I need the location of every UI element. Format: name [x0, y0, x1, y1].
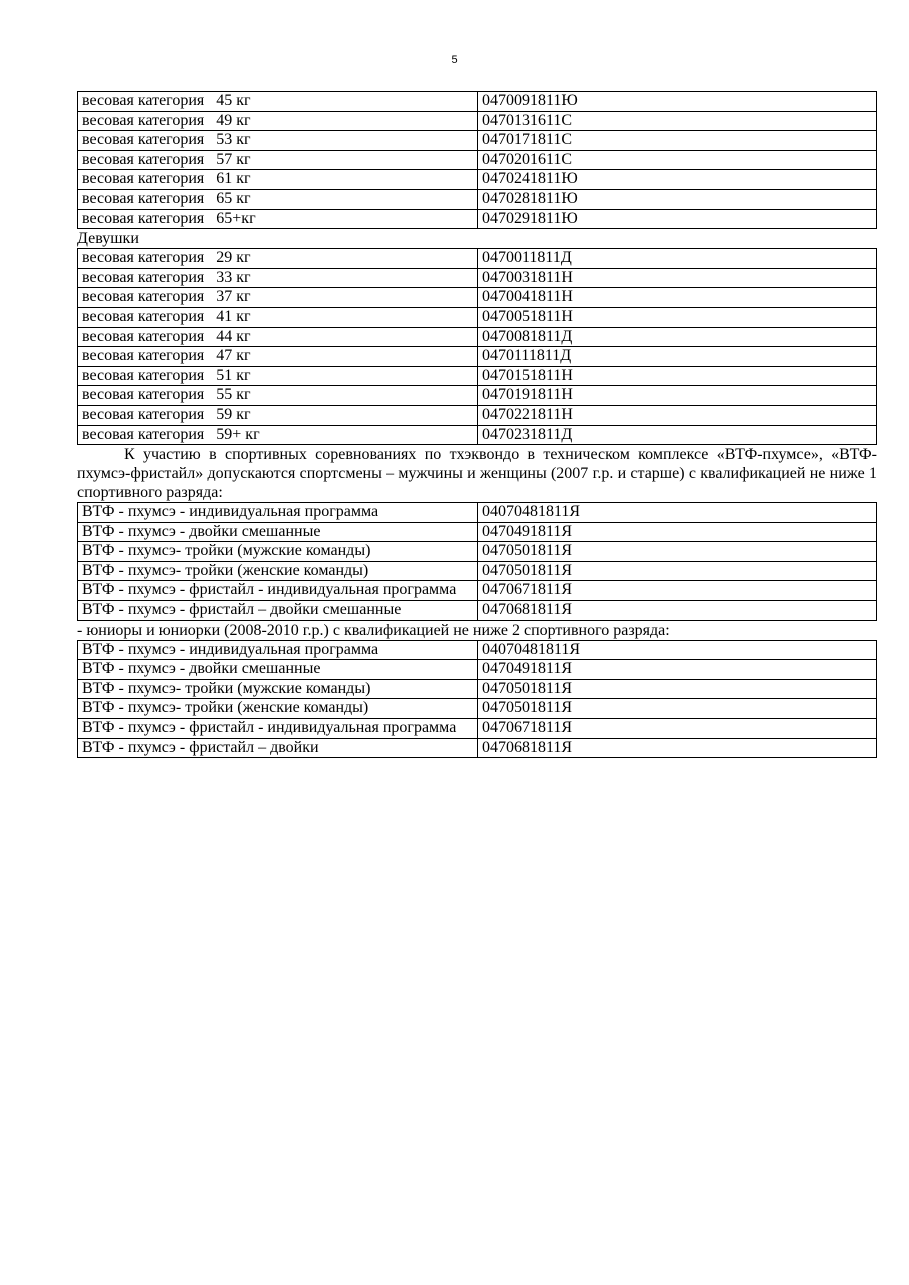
table-row	[78, 131, 877, 151]
table-row	[78, 366, 877, 386]
code-cell: 0470011811Д	[478, 249, 877, 269]
table-row	[78, 288, 877, 308]
table-row	[78, 660, 877, 680]
code-cell: 0470501811Я	[478, 542, 877, 562]
code-cell: 0470041811Н	[478, 288, 877, 308]
code-cell: 0470491811Я	[478, 660, 877, 680]
table-row	[78, 189, 877, 209]
code-cell: 0470131611С	[478, 111, 877, 131]
boys-weight-table	[77, 91, 877, 229]
table-row	[78, 542, 877, 562]
code-cell: 04070481811Я	[478, 503, 877, 523]
code-cell: 0470671811Я	[478, 581, 877, 601]
code-cell: 0470671811Я	[478, 719, 877, 739]
discipline-name-cell: весовая категория 65+кг	[78, 209, 478, 229]
admission-paragraph: К участию в спортивных соревнованиях по тхэквондо в техническом комплексе «ВТФ-пхумсе», «ВТФ-пхумсэ-фристайл» допускаются спортсмены – мужчины и женщины (2007 г.р. и старше) с квалификацией не ниже 1 спортивного разряда:	[77, 446, 877, 502]
girls-weight-table	[77, 248, 877, 445]
table-row	[78, 405, 877, 425]
code-cell: 0470491811Я	[478, 522, 877, 542]
discipline-name-cell: весовая категория 57 кг	[78, 150, 478, 170]
code-cell: 0470191811Н	[478, 386, 877, 406]
discipline-name-cell: ВТФ - пхумсэ - двойки смешанные	[78, 522, 478, 542]
table-row	[78, 738, 877, 758]
discipline-name-cell: ВТФ - пхумсэ - фристайл - индивидуальная программа	[78, 581, 478, 601]
adults-discipline-table	[77, 502, 877, 621]
discipline-name-cell: весовая категория 29 кг	[78, 249, 478, 269]
table-row	[78, 425, 877, 445]
discipline-name-cell: весовая категория 65 кг	[78, 189, 478, 209]
discipline-name-cell: весовая категория 45 кг	[78, 92, 478, 112]
table-row	[78, 249, 877, 269]
discipline-name-cell: весовая категория 59 кг	[78, 405, 478, 425]
table-row	[78, 111, 877, 131]
table-row	[78, 699, 877, 719]
discipline-name-cell: ВТФ - пхумсэ- тройки (мужские команды)	[78, 542, 478, 562]
discipline-name-cell: ВТФ - пхумсэ - двойки смешанные	[78, 660, 478, 680]
discipline-name-cell: ВТФ - пхумсэ - индивидуальная программа	[78, 503, 478, 523]
discipline-name-cell: ВТФ - пхумсэ - фристайл - индивидуальная программа	[78, 719, 478, 739]
code-cell: 0470051811Н	[478, 307, 877, 327]
juniors-discipline-table	[77, 640, 877, 759]
code-cell: 0470281811Ю	[478, 189, 877, 209]
table-row	[78, 209, 877, 229]
document-body	[77, 91, 877, 758]
table-row	[78, 601, 877, 621]
code-cell: 0470081811Д	[478, 327, 877, 347]
discipline-name-cell: весовая категория 55 кг	[78, 386, 478, 406]
table-row	[78, 719, 877, 739]
table-row	[78, 640, 877, 660]
discipline-name-cell: ВТФ - пхумсэ - индивидуальная программа	[78, 640, 478, 660]
code-cell: 0470091811Ю	[478, 92, 877, 112]
code-cell: 0470501811Я	[478, 679, 877, 699]
code-cell: 0470681811Я	[478, 738, 877, 758]
code-cell: 0470681811Я	[478, 601, 877, 621]
discipline-name-cell: весовая категория 61 кг	[78, 170, 478, 190]
discipline-name-cell: весовая категория 47 кг	[78, 347, 478, 367]
code-cell: 0470151811Н	[478, 366, 877, 386]
discipline-name-cell: ВТФ - пхумсэ - фристайл – двойки	[78, 738, 478, 758]
table-row	[78, 327, 877, 347]
discipline-name-cell: весовая категория 44 кг	[78, 327, 478, 347]
discipline-name-cell: весовая категория 33 кг	[78, 268, 478, 288]
discipline-name-cell: весовая категория 59+ кг	[78, 425, 478, 445]
discipline-name-cell: весовая категория 37 кг	[78, 288, 478, 308]
table-row	[78, 679, 877, 699]
table-row	[78, 307, 877, 327]
code-cell: 0470241811Ю	[478, 170, 877, 190]
discipline-name-cell: ВТФ - пхумсэ- тройки (женские команды)	[78, 699, 478, 719]
code-cell: 0470221811Н	[478, 405, 877, 425]
discipline-name-cell: весовая категория 53 кг	[78, 131, 478, 151]
table-row	[78, 170, 877, 190]
table-row	[78, 522, 877, 542]
code-cell: 0470501811Я	[478, 699, 877, 719]
code-cell: 0470171811С	[478, 131, 877, 151]
discipline-name-cell: весовая категория 49 кг	[78, 111, 478, 131]
table-row	[78, 268, 877, 288]
table-row	[78, 386, 877, 406]
code-cell: 0470291811Ю	[478, 209, 877, 229]
juniors-paragraph: - юниоры и юниорки (2008-2010 г.р.) с квалификацией не ниже 2 спортивного разряда:	[77, 621, 670, 639]
table-row	[78, 581, 877, 601]
code-cell: 0470231811Д	[478, 425, 877, 445]
table-row	[78, 347, 877, 367]
table-row	[78, 150, 877, 170]
code-cell: 0470501811Я	[478, 561, 877, 581]
table-row	[78, 561, 877, 581]
table-row	[78, 503, 877, 523]
table-row	[78, 92, 877, 112]
discipline-name-cell: весовая категория 41 кг	[78, 307, 478, 327]
code-cell: 0470111811Д	[478, 347, 877, 367]
discipline-name-cell: ВТФ - пхумсэ- тройки (женские команды)	[78, 561, 478, 581]
page-number: 5	[451, 54, 458, 66]
girls-section-label: Девушки	[77, 230, 139, 248]
discipline-name-cell: весовая категория 51 кг	[78, 366, 478, 386]
code-cell: 0470031811Н	[478, 268, 877, 288]
discipline-name-cell: ВТФ - пхумсэ - фристайл – двойки смешанные	[78, 601, 478, 621]
code-cell: 0470201611С	[478, 150, 877, 170]
discipline-name-cell: ВТФ - пхумсэ- тройки (мужские команды)	[78, 679, 478, 699]
code-cell: 04070481811Я	[478, 640, 877, 660]
